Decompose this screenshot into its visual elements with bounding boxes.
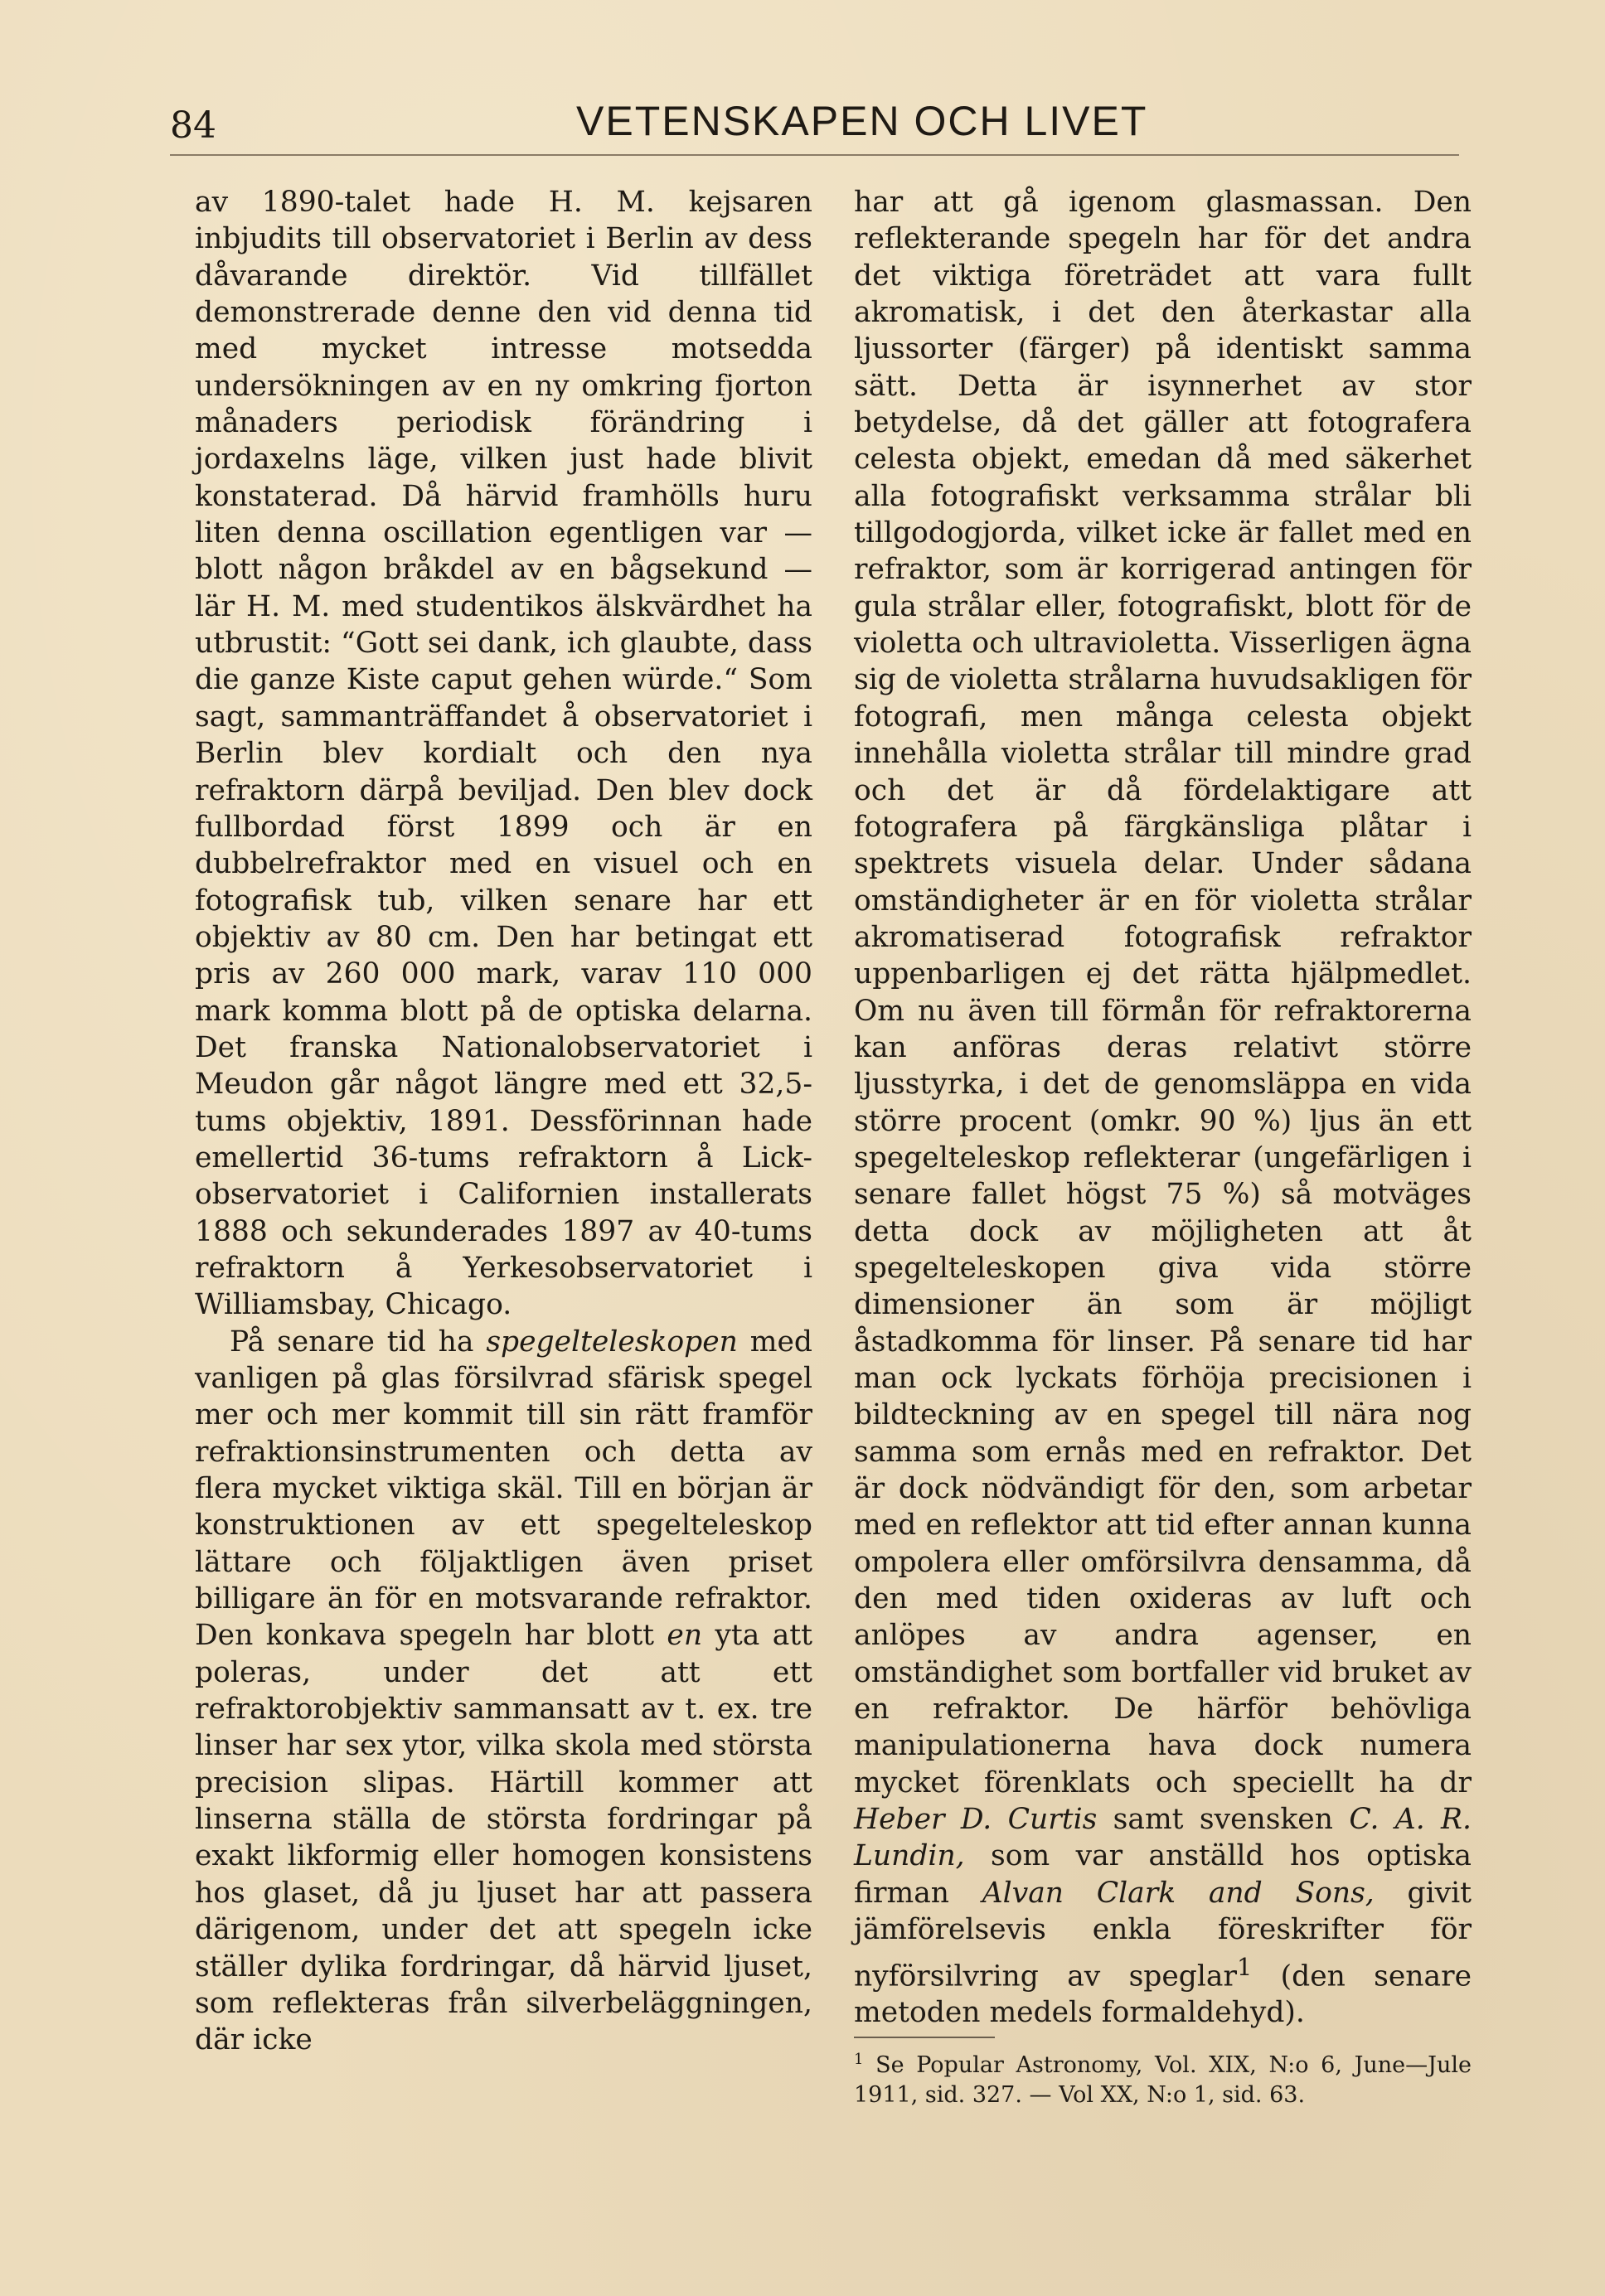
paragraph-kaiser-visit: av 1890-talet hade H. M. kejsaren inbjudits till observatoriet i Berlin av dess dåvarande direktör. Vid tillfället demonstrerade denne den vid denna tid med mycket intresse motsedda undersökningen av en ny omkring fjorton månaders periodisk förändring i jordaxelns läge, vilken just hade blivit konstaterad. Då härvid framhölls huru liten denna oscillation egentligen var — blott någon bråkdel av en bågsekund — lär H. M. med studentikos älskvärdhet ha utbrustit: “Gott sei dank, ich glaubte, dass die ganze Kiste caput gehen würde.“ Som sagt, sammanträffandet å observatoriet i Berlin blev kordialt och den nya refraktorn därpå beviljad. Den blev dock fullbordad först 1899 och är en dubbelrefraktor med en visuel och en fotografisk tub, vilken senare har ett objektiv av 80 cm. Den har betingat ett pris av 260 000 mark, varav 110 000 mark komma blott på de optiska delarna. Det franska Nationalobservatoriet i Meudon går något längre med ett 32,5-tums objektiv, 1891. Dessförinnan hade emellertid 36-tums refraktorn å Lick-observatoriet i Californien installerats 1888 och sekunderades 1897 av 40-tums refraktorn å Yerkesobservatoriet i Williamsbay, Chicago. (195, 186, 812, 1322)
text-segment: givit jämförelsevis enkla föreskrifter för nyförsilvring av speglar (854, 1876, 1472, 1993)
text-segment: som var anställd hos optiska firman (854, 1839, 1472, 1910)
page-header (170, 93, 1459, 151)
emphasis-term: en (667, 1619, 703, 1653)
footnote-number: 1 (854, 2050, 864, 2068)
text-segment: (den senare metoden medels formaldehyd). (854, 1959, 1472, 2030)
right-column (854, 184, 1472, 2110)
text-segment: med vanligen på glas försilvrad sfärisk spegel mer och mer kommit till sin rätt framför refraktionsinstrumenten och detta av flera mycket viktiga skäl. Till en början är konstruktionen av ett spegelteleskop lättare och följaktligen även priset billigare än för en motsvarande refraktor. Den konkava spegeln har blott (195, 1325, 812, 1653)
left-column (195, 184, 812, 2059)
footnote-reference: 1 (1237, 1952, 1253, 1981)
company-name: Alvan Clark and Sons, (982, 1876, 1375, 1910)
text-segment: har att gå igenom glasmassan. Den reflekterande spegeln har för det andra det viktiga företrädet att vara fullt akromatisk, i det den återkastar alla ljussorter (färger) på identiskt samma sätt. Detta är isynnerhet av stor betydelse, då det gäller att fotografera celesta objekt, emedan då med säkerhet alla fotografiskt verksamma strålar bli tillgodogjorda, vilket icke är fallet med en refraktor, som är korrigerad antingen för gula strålar eller, fotografiskt, blott för de violetta och ultravioletta. Visserligen ägna sig de violetta strålarna huvudsakligen för fotografi, men många celesta objekt innehålla violetta strålar till mindre grad och det är då fördelaktigare att fotografera på färgkänsliga plåtar i spektrets visuela delar. Under sådana omständigheter är en för violetta strålar akromatiserad fotografisk refraktor uppenbarligen ej det rätta hjälpmedlet. Om nu även till förmån för refraktorerna kan anföras deras relativt större ljusstyrka, i det de genomsläppa en vida större procent (omkr. 90 %) ljus än ett spegelteleskop reflekterar (ungefärligen i senare fallet högst 75 %) så motväges detta dock av möjligheten att åt spegelteleskopen giva vida större dimensioner än som är möjligt åstadkomma för linser. På senare tid har man ock lyckats förhöja precisionen i bildteckning av en spegel till nära nog samma som ernås med en refraktor. Det är dock nödvändigt för den, som arbetar med en reflektor att tid efter annan kunna ompolera eller omförsilvra densamma, då den med tiden oxideras av luft och anlöpes av andra agenser, en omständighet som bortfaller vid bruket av en refraktor. De härför behövliga manipulationerna hava dock numera mycket förenklats och speciellt ha dr (854, 186, 1472, 1800)
person-name: Heber D. Curtis (854, 1803, 1098, 1837)
text-segment: samt svensken (1097, 1803, 1350, 1837)
running-title: VETENSKAPEN OCH LIVET (576, 98, 1148, 144)
text-segment: På senare tid ha (230, 1325, 487, 1359)
footnote-text: Se Popular Astronomy, Vol. XIX, N:o 6, June—Jule 1911, sid. 327. — Vol XX, N:o 1, sid. 63. (854, 2051, 1472, 2108)
footnote (854, 2045, 1472, 2110)
header-rule (170, 154, 1459, 156)
paragraph-reflector-advantages (854, 184, 1472, 2032)
text-segment: yta att poleras, under det att ett refraktorobjektiv sammansatt av t. ex. tre linser har sex ytor, vilka skola med största precision slipas. Härtill kommer att linserna ställa de största fordringar på exakt likformig eller homogen konsistens hos glaset, då ju ljuset har att passera därigenom, under det att spegeln icke ställer dylika fordringar, då härvid ljuset, som reflekteras från silverbeläggningen, där icke (195, 1619, 812, 2057)
footnote-rule (854, 2037, 995, 2038)
paragraph-reflecting-telescopes (195, 1324, 812, 2059)
page-number: 84 (170, 104, 216, 147)
person-name: C. A. R. Lundin, (854, 1803, 1472, 1873)
emphasis-term: spegelteleskopen (486, 1325, 738, 1359)
